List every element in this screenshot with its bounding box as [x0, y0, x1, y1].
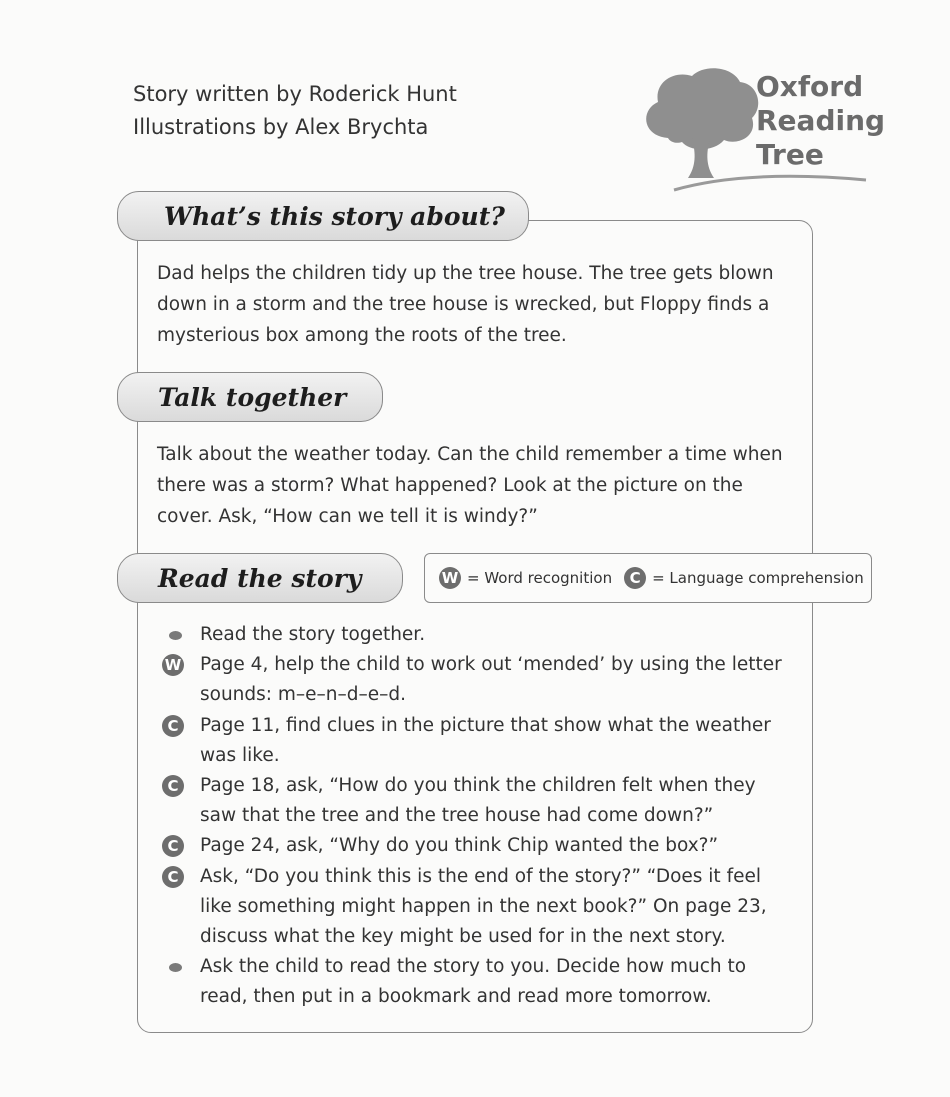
- list-item-line: Ask the child to read the story to you. Decide how much to: [200, 956, 747, 978]
- list-item: [160, 650, 800, 710]
- language-comprehension-icon: C: [162, 835, 184, 857]
- author-credit: Story written by Roderick Hunt: [133, 82, 457, 106]
- list-item: [160, 771, 800, 831]
- list-item-line: discuss what the key might be used for in the next story.: [200, 926, 726, 948]
- about-line: Dad helps the children tidy up the tree house. The tree gets blown: [157, 263, 774, 284]
- about-paragraph: [157, 258, 774, 351]
- marker-key: [424, 553, 872, 603]
- list-item-line: was like.: [200, 744, 280, 766]
- read-heading: Read the story: [117, 553, 403, 603]
- logo-line-oxford: Oxford: [756, 70, 864, 103]
- list-item-line: sounds: m–e–n–d–e–d.: [200, 684, 407, 706]
- language-comprehension-icon: C: [624, 567, 646, 589]
- language-comprehension-icon: C: [162, 715, 184, 737]
- list-item-line: Page 4, help the child to work out ‘mended’ by using the letter: [200, 654, 782, 676]
- language-comprehension-label: = Language comprehension: [652, 569, 864, 587]
- language-comprehension-icon: C: [162, 866, 184, 888]
- credits: [133, 78, 457, 144]
- about-line: down in a storm and the tree house is wrecked, but Floppy finds a: [157, 294, 770, 315]
- list-item-line: Page 18, ask, “How do you think the children felt when they: [200, 775, 756, 797]
- word-recognition-icon: W: [162, 654, 184, 676]
- list-item-line: Ask, “Do you think this is the end of the story?” “Does it feel: [200, 865, 761, 887]
- talk-line: Talk about the weather today. Can the child remember a time when: [157, 444, 783, 465]
- word-recognition-label: = Word recognition: [467, 569, 613, 587]
- about-line: mysterious box among the roots of the tree.: [157, 325, 567, 346]
- list-item: [160, 831, 800, 861]
- list-item-line: saw that the tree and the tree house had come down?”: [200, 805, 714, 827]
- word-recognition-icon: W: [439, 567, 461, 589]
- bullet-icon: [169, 631, 182, 640]
- list-item: [160, 952, 800, 1012]
- list-item: [160, 711, 800, 771]
- talk-line: cover. Ask, “How can we tell it is windy?”: [157, 506, 538, 527]
- bullet-icon: [169, 963, 182, 972]
- talk-heading: Talk together: [117, 372, 383, 422]
- list-item-line: like something might happen in the next book?” On page 23,: [200, 895, 767, 917]
- logo-wordmark: [756, 70, 885, 172]
- talk-line: there was a storm? What happened? Look at the picture on the: [157, 475, 743, 496]
- talk-paragraph: [157, 439, 783, 532]
- list-item: [160, 620, 800, 650]
- list-item: [160, 862, 800, 953]
- about-heading: What’s this story about?: [117, 191, 529, 241]
- logo-line-reading: Reading: [756, 104, 886, 137]
- oxford-reading-tree-logo: [640, 66, 886, 196]
- list-item-line: read, then put in a bookmark and read more tomorrow.: [200, 986, 712, 1008]
- language-comprehension-icon: C: [162, 775, 184, 797]
- illustrator-credit: Illustrations by Alex Brychta: [133, 115, 429, 139]
- list-item-line: Page 11, find clues in the picture that show what the weather: [200, 714, 771, 736]
- logo-line-tree: Tree: [756, 138, 824, 171]
- reading-list: [160, 620, 800, 1013]
- list-item-line: Page 24, ask, “Why do you think Chip wanted the box?”: [200, 835, 719, 857]
- list-item-line: Read the story together.: [200, 624, 426, 645]
